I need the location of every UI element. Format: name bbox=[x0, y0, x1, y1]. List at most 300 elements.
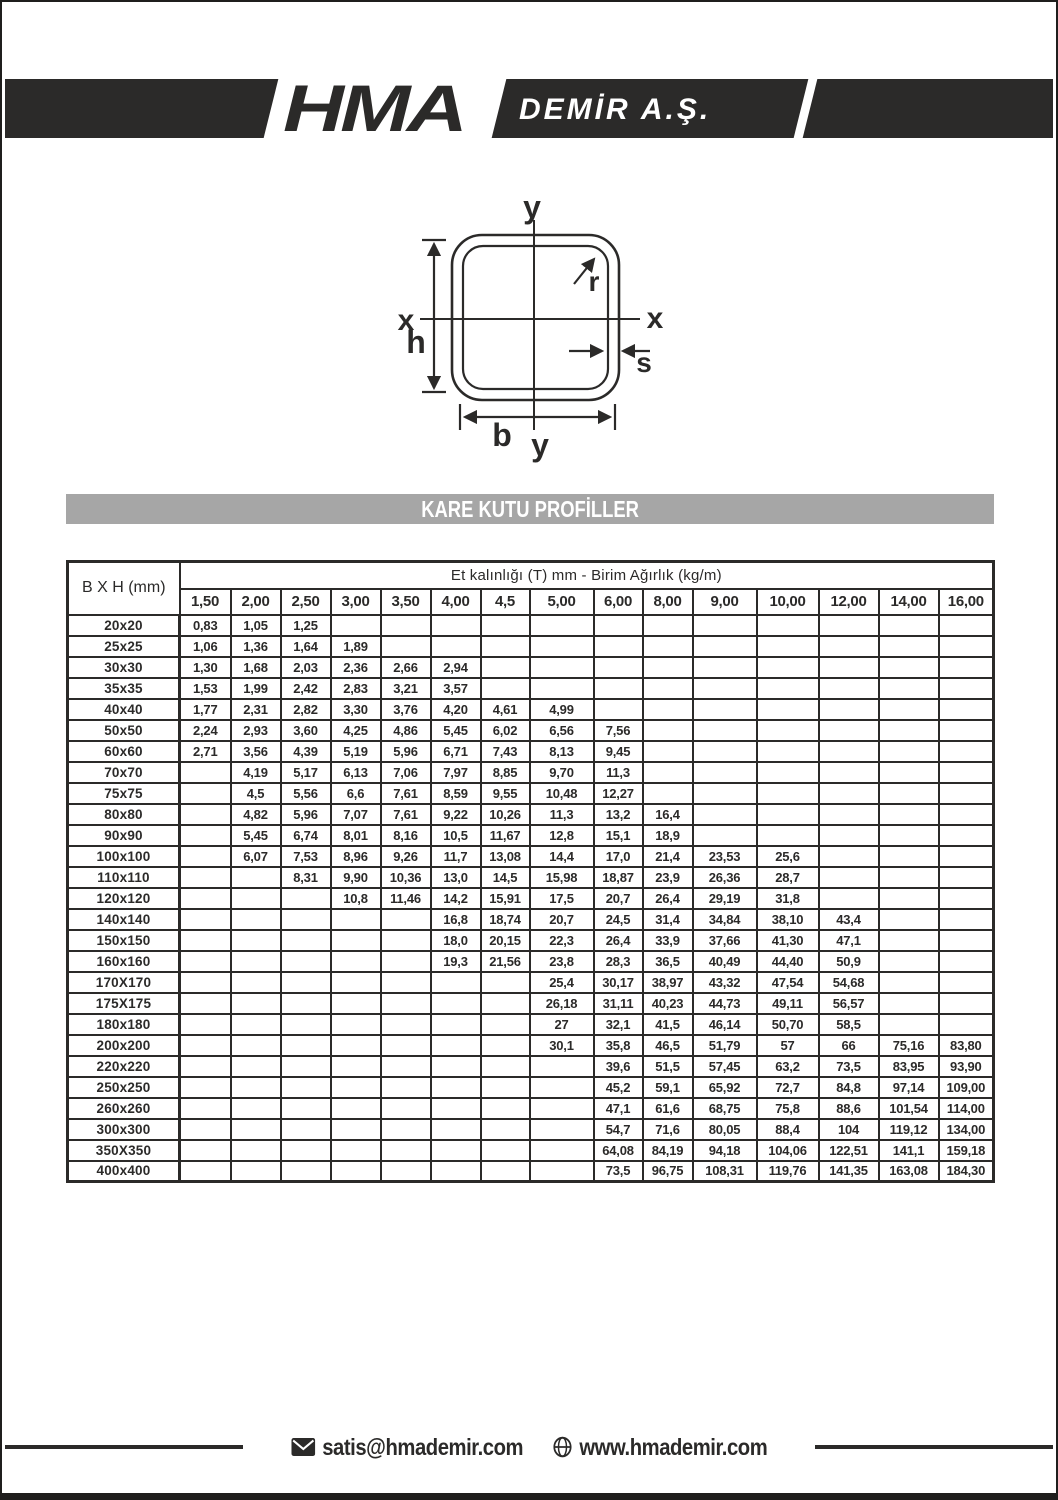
weight-cell bbox=[939, 972, 994, 993]
weight-cell: 5,56 bbox=[281, 783, 331, 804]
diagram-label-y-bottom: y bbox=[531, 427, 549, 463]
section-title-bar bbox=[66, 494, 994, 524]
weight-cell bbox=[331, 1098, 381, 1119]
thickness-col-header: 9,00 bbox=[693, 589, 757, 615]
weight-cell bbox=[879, 720, 939, 741]
weight-cell bbox=[530, 1056, 594, 1077]
weight-cell: 4,25 bbox=[331, 720, 381, 741]
weight-cell bbox=[231, 1098, 281, 1119]
weight-cell bbox=[530, 1077, 594, 1098]
thickness-col-header: 4,5 bbox=[481, 589, 530, 615]
weight-cell bbox=[939, 741, 994, 762]
weight-cell bbox=[481, 1119, 530, 1140]
weight-cell: 21,56 bbox=[481, 951, 530, 972]
weight-cell: 96,75 bbox=[643, 1161, 693, 1182]
weight-cell: 7,07 bbox=[331, 804, 381, 825]
weight-cell: 18,74 bbox=[481, 909, 530, 930]
weight-cell bbox=[481, 1077, 530, 1098]
weight-cell bbox=[939, 825, 994, 846]
weight-cell bbox=[281, 1119, 331, 1140]
weight-cell bbox=[819, 741, 879, 762]
weight-cell: 11,67 bbox=[481, 825, 530, 846]
weight-cell: 54,7 bbox=[594, 1119, 643, 1140]
weight-cell: 141,1 bbox=[879, 1140, 939, 1161]
weight-cell bbox=[381, 993, 431, 1014]
row-size-label: 300x300 bbox=[68, 1119, 180, 1140]
weight-cell bbox=[594, 615, 643, 636]
weight-cell bbox=[643, 678, 693, 699]
weight-cell: 14,2 bbox=[431, 888, 481, 909]
weight-cell bbox=[757, 804, 819, 825]
weight-cell: 4,61 bbox=[481, 699, 530, 720]
weight-cell bbox=[757, 741, 819, 762]
weight-cell bbox=[819, 867, 879, 888]
weight-cell: 20,7 bbox=[594, 888, 643, 909]
row-size-label: 260x260 bbox=[68, 1098, 180, 1119]
table-row bbox=[68, 615, 994, 636]
weight-cell: 54,68 bbox=[819, 972, 879, 993]
weight-cell bbox=[281, 1035, 331, 1056]
weight-cell bbox=[231, 993, 281, 1014]
weight-cell: 8,96 bbox=[331, 846, 381, 867]
row-size-label: 20x20 bbox=[68, 615, 180, 636]
weight-cell: 38,10 bbox=[757, 909, 819, 930]
diagram-label-r: r bbox=[588, 266, 600, 297]
weight-cell: 8,13 bbox=[530, 741, 594, 762]
hma-logo: HMA bbox=[283, 71, 464, 145]
weight-cell: 31,8 bbox=[757, 888, 819, 909]
weight-cell bbox=[231, 1077, 281, 1098]
weight-cell bbox=[481, 1161, 530, 1182]
weight-cell bbox=[819, 678, 879, 699]
thickness-col-header: 2,50 bbox=[281, 589, 331, 615]
footer bbox=[5, 1433, 1053, 1460]
weight-cell bbox=[431, 1035, 481, 1056]
weight-cell: 104 bbox=[819, 1119, 879, 1140]
weight-cell: 8,01 bbox=[331, 825, 381, 846]
company-name: DEMİR A.Ş. bbox=[519, 93, 712, 126]
row-size-label: 30x30 bbox=[68, 657, 180, 678]
thickness-col-header: 2,00 bbox=[231, 589, 281, 615]
weight-cell: 18,0 bbox=[431, 930, 481, 951]
row-size-label: 120x120 bbox=[68, 888, 180, 909]
weight-cell: 9,90 bbox=[331, 867, 381, 888]
weight-cell: 68,75 bbox=[693, 1098, 757, 1119]
weight-cell bbox=[643, 783, 693, 804]
weight-cell bbox=[180, 1119, 231, 1140]
weight-cell bbox=[481, 678, 530, 699]
thickness-col-header: 14,00 bbox=[879, 589, 939, 615]
weight-cell: 6,02 bbox=[481, 720, 530, 741]
weight-cell: 5,96 bbox=[281, 804, 331, 825]
weight-cell: 26,18 bbox=[530, 993, 594, 1014]
weight-cell: 28,7 bbox=[757, 867, 819, 888]
weight-cell bbox=[693, 699, 757, 720]
weight-cell bbox=[879, 657, 939, 678]
weight-cell bbox=[180, 825, 231, 846]
weight-cell bbox=[819, 846, 879, 867]
table-row bbox=[68, 657, 994, 678]
weight-cell: 24,5 bbox=[594, 909, 643, 930]
thickness-col-header: 3,50 bbox=[381, 589, 431, 615]
diagram-label-s: s bbox=[636, 347, 652, 378]
weight-cell: 122,51 bbox=[819, 1140, 879, 1161]
weight-cell bbox=[939, 636, 994, 657]
weight-cell bbox=[331, 1077, 381, 1098]
weight-cell: 8,59 bbox=[431, 783, 481, 804]
weight-cell bbox=[530, 1140, 594, 1161]
weight-cell: 33,9 bbox=[643, 930, 693, 951]
weight-cell bbox=[939, 720, 994, 741]
weight-cell: 15,98 bbox=[530, 867, 594, 888]
weight-cell bbox=[481, 1056, 530, 1077]
weight-cell: 11,3 bbox=[530, 804, 594, 825]
row-size-label: 75x75 bbox=[68, 783, 180, 804]
weight-cell bbox=[879, 846, 939, 867]
weight-cell bbox=[231, 1056, 281, 1077]
weight-cell: 21,4 bbox=[643, 846, 693, 867]
table-row bbox=[68, 993, 994, 1014]
weight-cell bbox=[693, 783, 757, 804]
weight-cell bbox=[939, 867, 994, 888]
profile-cross-section-diagram bbox=[372, 192, 707, 470]
weight-cell bbox=[231, 909, 281, 930]
weight-cell bbox=[757, 762, 819, 783]
weight-cell: 29,19 bbox=[693, 888, 757, 909]
weight-cell bbox=[381, 1098, 431, 1119]
weight-cell: 36,5 bbox=[643, 951, 693, 972]
weight-cell bbox=[431, 1077, 481, 1098]
table-row bbox=[68, 951, 994, 972]
weight-cell: 6,6 bbox=[331, 783, 381, 804]
weight-cell bbox=[643, 762, 693, 783]
weight-cell: 80,05 bbox=[693, 1119, 757, 1140]
weight-cell: 4,5 bbox=[231, 783, 281, 804]
weight-cell bbox=[281, 972, 331, 993]
weight-cell: 16,8 bbox=[431, 909, 481, 930]
weight-cell bbox=[231, 1119, 281, 1140]
weight-cell: 57,45 bbox=[693, 1056, 757, 1077]
weight-cell bbox=[381, 1077, 431, 1098]
weight-cell: 3,21 bbox=[381, 678, 431, 699]
weight-cell: 7,53 bbox=[281, 846, 331, 867]
weight-cell: 4,39 bbox=[281, 741, 331, 762]
weight-cell: 46,14 bbox=[693, 1014, 757, 1035]
weight-cell bbox=[939, 909, 994, 930]
weight-cell bbox=[643, 636, 693, 657]
weight-cell bbox=[281, 951, 331, 972]
thickness-col-header: 12,00 bbox=[819, 589, 879, 615]
table-row bbox=[68, 804, 994, 825]
weight-cell: 4,19 bbox=[231, 762, 281, 783]
weight-cell: 40,49 bbox=[693, 951, 757, 972]
table-header-row-2 bbox=[68, 589, 994, 615]
mail-icon bbox=[291, 1438, 315, 1456]
weight-cell: 43,4 bbox=[819, 909, 879, 930]
weight-cell: 11,7 bbox=[431, 846, 481, 867]
weight-cell bbox=[481, 1140, 530, 1161]
weight-cell bbox=[757, 699, 819, 720]
email-text: satis@hmademir.com bbox=[321, 1433, 523, 1460]
weight-cell bbox=[180, 846, 231, 867]
weight-cell bbox=[939, 930, 994, 951]
weight-cell: 10,48 bbox=[530, 783, 594, 804]
weight-cell bbox=[180, 1140, 231, 1161]
weight-cell bbox=[381, 930, 431, 951]
weight-cell: 6,13 bbox=[331, 762, 381, 783]
weight-cell: 38,97 bbox=[643, 972, 693, 993]
weight-cell: 10,5 bbox=[431, 825, 481, 846]
table-row bbox=[68, 720, 994, 741]
weight-cell bbox=[594, 699, 643, 720]
weight-cell bbox=[180, 804, 231, 825]
weight-cell bbox=[180, 1056, 231, 1077]
thickness-col-header: 8,00 bbox=[643, 589, 693, 615]
weight-cell: 114,00 bbox=[939, 1098, 994, 1119]
weight-cell: 23,53 bbox=[693, 846, 757, 867]
weight-cell: 72,7 bbox=[757, 1077, 819, 1098]
weight-cell: 58,5 bbox=[819, 1014, 879, 1035]
weight-cell bbox=[819, 720, 879, 741]
weight-cell bbox=[879, 783, 939, 804]
weight-cell: 1,89 bbox=[331, 636, 381, 657]
weight-cell: 2,71 bbox=[180, 741, 231, 762]
weight-cell: 30,1 bbox=[530, 1035, 594, 1056]
weight-cell bbox=[281, 1140, 331, 1161]
weight-cell bbox=[331, 1140, 381, 1161]
weight-cell bbox=[530, 636, 594, 657]
weight-cell: 18,9 bbox=[643, 825, 693, 846]
weight-cell bbox=[180, 951, 231, 972]
weight-cell bbox=[819, 657, 879, 678]
weight-cell bbox=[481, 1035, 530, 1056]
weight-cell: 7,43 bbox=[481, 741, 530, 762]
weight-cell bbox=[757, 657, 819, 678]
weight-cell: 2,83 bbox=[331, 678, 381, 699]
weight-cell: 9,22 bbox=[431, 804, 481, 825]
header-banner bbox=[5, 71, 1053, 145]
diagram-label-x-left: x bbox=[397, 304, 415, 337]
weight-cell bbox=[231, 867, 281, 888]
thickness-col-header: 4,00 bbox=[431, 589, 481, 615]
weight-cell: 3,76 bbox=[381, 699, 431, 720]
weight-cell bbox=[381, 1119, 431, 1140]
weight-cell: 4,20 bbox=[431, 699, 481, 720]
weight-cell: 109,00 bbox=[939, 1077, 994, 1098]
weight-cell: 17,0 bbox=[594, 846, 643, 867]
weight-cell: 5,19 bbox=[331, 741, 381, 762]
weight-cell bbox=[481, 972, 530, 993]
weight-cell: 184,30 bbox=[939, 1161, 994, 1182]
profiles-table bbox=[66, 560, 995, 1183]
table-row bbox=[68, 825, 994, 846]
weight-cell bbox=[939, 699, 994, 720]
weight-cell bbox=[879, 741, 939, 762]
weight-cell bbox=[879, 678, 939, 699]
weight-cell bbox=[643, 615, 693, 636]
footer-rule-left bbox=[5, 1445, 243, 1449]
weight-cell bbox=[281, 930, 331, 951]
weight-cell bbox=[939, 846, 994, 867]
weight-cell: 41,5 bbox=[643, 1014, 693, 1035]
weight-cell bbox=[879, 825, 939, 846]
weight-cell bbox=[939, 762, 994, 783]
weight-cell: 9,55 bbox=[481, 783, 530, 804]
row-size-label: 25x25 bbox=[68, 636, 180, 657]
weight-cell: 1,25 bbox=[281, 615, 331, 636]
row-size-label: 220x220 bbox=[68, 1056, 180, 1077]
row-size-label: 400x400 bbox=[68, 1161, 180, 1182]
weight-cell: 44,40 bbox=[757, 951, 819, 972]
weight-cell bbox=[879, 951, 939, 972]
table-row bbox=[68, 762, 994, 783]
weight-cell: 50,70 bbox=[757, 1014, 819, 1035]
weight-cell: 2,94 bbox=[431, 657, 481, 678]
weight-cell bbox=[231, 972, 281, 993]
row-size-label: 180x180 bbox=[68, 1014, 180, 1035]
weight-cell: 13,0 bbox=[431, 867, 481, 888]
weight-cell: 0,83 bbox=[180, 615, 231, 636]
weight-cell: 14,5 bbox=[481, 867, 530, 888]
weight-cell: 2,82 bbox=[281, 699, 331, 720]
weight-cell bbox=[431, 993, 481, 1014]
row-size-label: 150x150 bbox=[68, 930, 180, 951]
row-size-label: 40x40 bbox=[68, 699, 180, 720]
weight-cell: 1,68 bbox=[231, 657, 281, 678]
weight-cell: 75,16 bbox=[879, 1035, 939, 1056]
thickness-col-header: 5,00 bbox=[530, 589, 594, 615]
weight-cell: 75,8 bbox=[757, 1098, 819, 1119]
weight-cell: 15,1 bbox=[594, 825, 643, 846]
weight-cell bbox=[381, 909, 431, 930]
thickness-col-header: 1,50 bbox=[180, 589, 231, 615]
weight-cell bbox=[643, 741, 693, 762]
table-row bbox=[68, 699, 994, 720]
weight-cell: 47,1 bbox=[819, 930, 879, 951]
weight-cell bbox=[180, 783, 231, 804]
weight-cell: 9,70 bbox=[530, 762, 594, 783]
weight-cell bbox=[331, 1014, 381, 1035]
weight-cell bbox=[481, 1098, 530, 1119]
contact-block bbox=[277, 1434, 781, 1461]
weight-cell: 119,76 bbox=[757, 1161, 819, 1182]
weight-cell bbox=[879, 993, 939, 1014]
banner-divider bbox=[794, 79, 818, 138]
table-row bbox=[68, 888, 994, 909]
weight-cell: 31,4 bbox=[643, 909, 693, 930]
weight-cell bbox=[939, 888, 994, 909]
weight-cell: 13,08 bbox=[481, 846, 530, 867]
weight-cell bbox=[180, 972, 231, 993]
weight-cell bbox=[180, 1098, 231, 1119]
weight-cell: 4,99 bbox=[530, 699, 594, 720]
weight-cell: 12,27 bbox=[594, 783, 643, 804]
weight-cell bbox=[530, 657, 594, 678]
weight-cell bbox=[180, 888, 231, 909]
weight-cell: 2,36 bbox=[331, 657, 381, 678]
weight-cell bbox=[643, 657, 693, 678]
weight-cell: 2,24 bbox=[180, 720, 231, 741]
weight-cell: 101,54 bbox=[879, 1098, 939, 1119]
table-row bbox=[68, 972, 994, 993]
weight-cell: 19,3 bbox=[431, 951, 481, 972]
weight-cell bbox=[431, 972, 481, 993]
weight-cell bbox=[879, 867, 939, 888]
weight-cell bbox=[594, 657, 643, 678]
website-text: www.hmademir.com bbox=[579, 1433, 767, 1460]
thickness-col-header: 16,00 bbox=[939, 589, 994, 615]
weight-cell: 27 bbox=[530, 1014, 594, 1035]
weight-cell bbox=[331, 909, 381, 930]
weight-cell: 141,35 bbox=[819, 1161, 879, 1182]
weight-cell bbox=[643, 720, 693, 741]
weight-cell bbox=[180, 1161, 231, 1182]
weight-cell bbox=[819, 699, 879, 720]
weight-cell: 71,6 bbox=[643, 1119, 693, 1140]
weight-cell bbox=[331, 951, 381, 972]
row-size-label: 170X170 bbox=[68, 972, 180, 993]
weight-cell: 37,66 bbox=[693, 930, 757, 951]
weight-cell bbox=[180, 1035, 231, 1056]
weight-cell bbox=[381, 1140, 431, 1161]
row-size-label: 35x35 bbox=[68, 678, 180, 699]
weight-cell: 8,31 bbox=[281, 867, 331, 888]
weight-cell bbox=[331, 993, 381, 1014]
table-row bbox=[68, 678, 994, 699]
weight-cell bbox=[530, 1098, 594, 1119]
weight-cell: 9,45 bbox=[594, 741, 643, 762]
weight-cell bbox=[643, 699, 693, 720]
thickness-span-header: Et kalınlığı (T) mm - Birim Ağırlık (kg/m) bbox=[180, 562, 994, 589]
weight-cell bbox=[281, 909, 331, 930]
table-row bbox=[68, 1119, 994, 1140]
weight-cell: 14,4 bbox=[530, 846, 594, 867]
weight-cell: 4,86 bbox=[381, 720, 431, 741]
weight-cell: 35,8 bbox=[594, 1035, 643, 1056]
weight-cell: 97,14 bbox=[879, 1077, 939, 1098]
weight-cell: 84,19 bbox=[643, 1140, 693, 1161]
weight-cell: 57 bbox=[757, 1035, 819, 1056]
weight-cell bbox=[693, 615, 757, 636]
weight-cell: 43,32 bbox=[693, 972, 757, 993]
row-size-label: 200x200 bbox=[68, 1035, 180, 1056]
weight-cell bbox=[819, 615, 879, 636]
weight-cell: 6,71 bbox=[431, 741, 481, 762]
weight-cell bbox=[281, 1014, 331, 1035]
table-row bbox=[68, 930, 994, 951]
weight-cell: 104,06 bbox=[757, 1140, 819, 1161]
weight-cell bbox=[431, 636, 481, 657]
weight-cell: 32,1 bbox=[594, 1014, 643, 1035]
weight-cell bbox=[693, 678, 757, 699]
weight-cell: 6,74 bbox=[281, 825, 331, 846]
weight-cell bbox=[594, 636, 643, 657]
weight-cell bbox=[481, 1014, 530, 1035]
weight-cell: 3,57 bbox=[431, 678, 481, 699]
weight-cell: 73,5 bbox=[819, 1056, 879, 1077]
weight-cell bbox=[530, 678, 594, 699]
weight-cell bbox=[331, 1161, 381, 1182]
weight-cell: 73,5 bbox=[594, 1161, 643, 1182]
weight-cell: 20,7 bbox=[530, 909, 594, 930]
row-size-label: 350X350 bbox=[68, 1140, 180, 1161]
weight-cell bbox=[757, 783, 819, 804]
weight-cell: 7,61 bbox=[381, 804, 431, 825]
weight-cell: 23,8 bbox=[530, 951, 594, 972]
row-size-label: 90x90 bbox=[68, 825, 180, 846]
weight-cell: 1,64 bbox=[281, 636, 331, 657]
row-size-label: 110x110 bbox=[68, 867, 180, 888]
